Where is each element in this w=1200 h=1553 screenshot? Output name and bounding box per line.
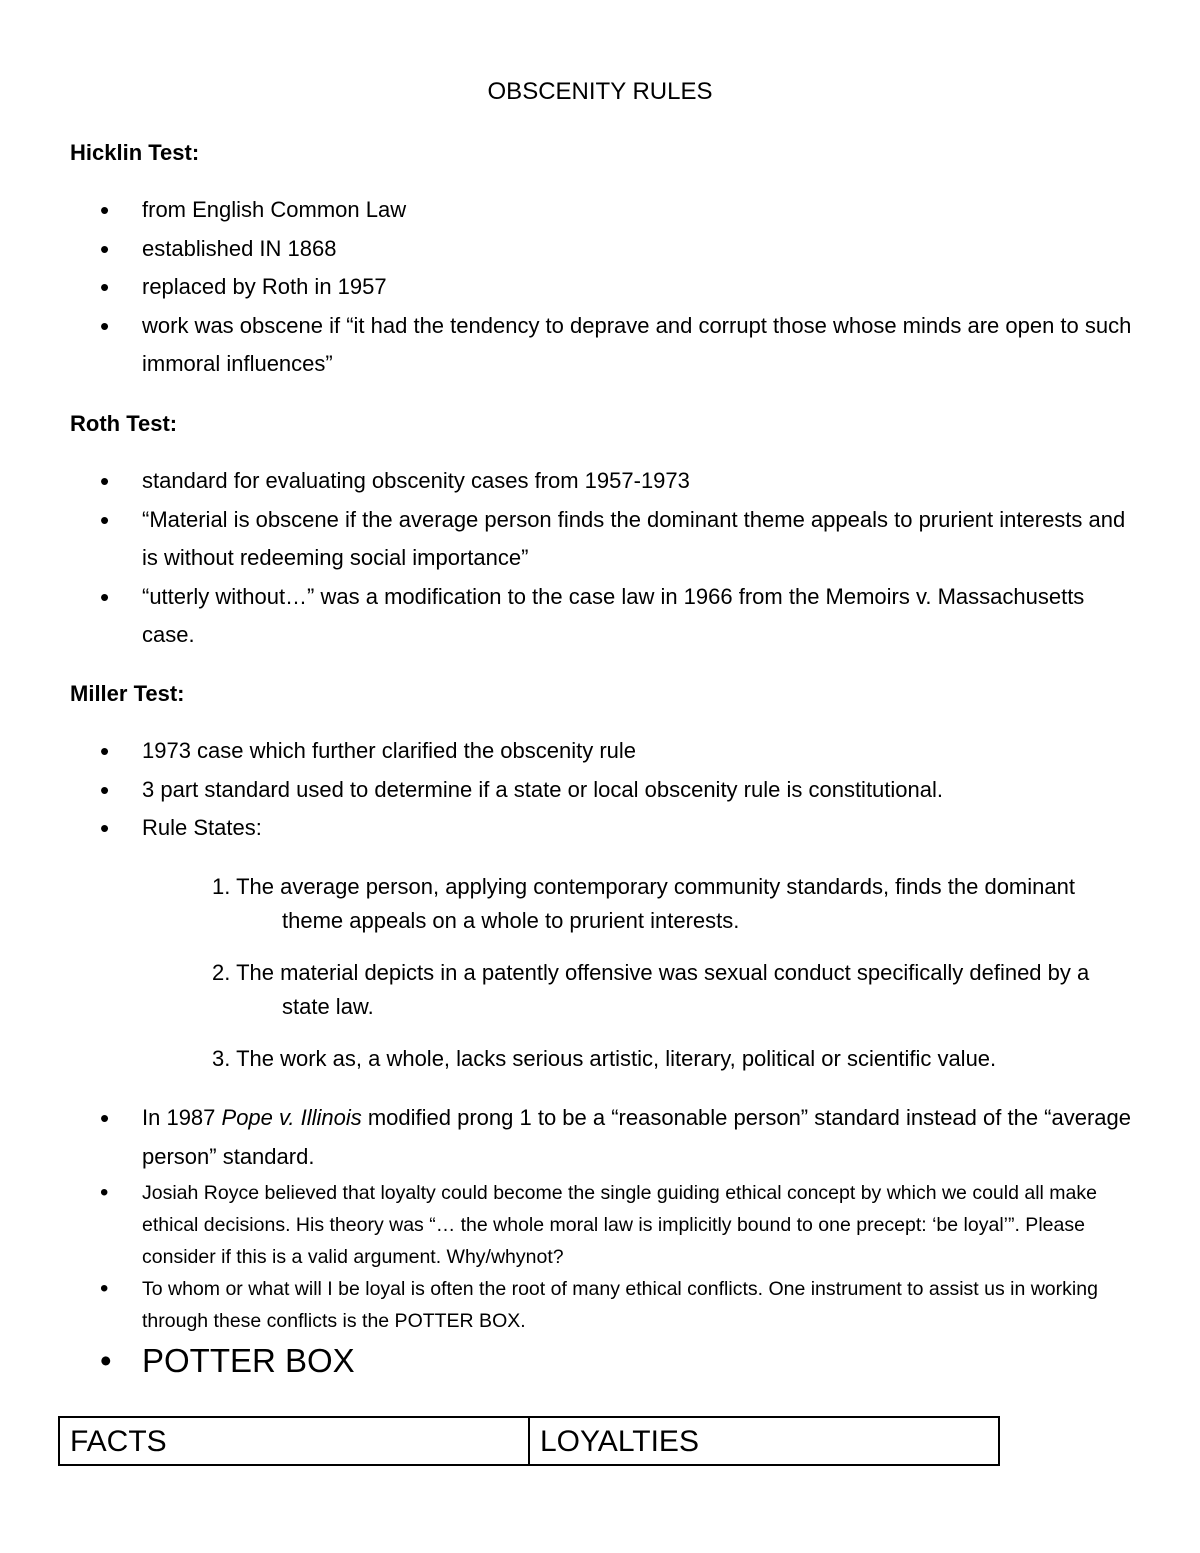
hicklin-heading: Hicklin Test: xyxy=(70,140,200,165)
hicklin-list xyxy=(100,191,1140,384)
list-item: • work was obscene if “it had the tendency to deprave and corrupt those whose minds are open to such immoral influences” xyxy=(100,307,1140,384)
list-item xyxy=(100,1099,1140,1176)
document-title: OBSCENITY RULES xyxy=(487,78,713,105)
miller-list xyxy=(100,732,1140,848)
potter-box-label: • POTTER BOX xyxy=(100,1342,355,1380)
pope-suffix: modified prong 1 to be a “reasonable person” standard instead of the “average person” standard. xyxy=(142,1105,1132,1169)
pope-case-name: Pope v. Illinois xyxy=(221,1105,362,1130)
potter-box-table xyxy=(58,1416,1000,1466)
list-item: • replaced by Roth in 1957 xyxy=(100,268,1140,307)
list-item: • Josiah Royce believed that loyalty could become the single guiding ethical concept by which we could all make ethical decisions. His theory was “… the whole moral law is implicitly bound to one precept: ‘be loyal’”. Please consider if this is a valid argument. Why/whynot? xyxy=(100,1177,1140,1273)
rule-item: 3. The work as, a whole, lacks serious artistic, literary, political or scientific value. xyxy=(212,1046,997,1071)
list-item: • Rule States: xyxy=(100,809,1140,848)
list-item: • 3 part standard used to determine if a state or local obscenity rule is constitutional. xyxy=(100,771,1140,810)
list-item: • standard for evaluating obscenity cases from 1957-1973 xyxy=(100,462,1140,501)
miller-heading: Miller Test: xyxy=(70,681,185,706)
potter-box-facts-cell: FACTS xyxy=(59,1417,529,1465)
roth-list xyxy=(100,462,1140,655)
list-item: • 1973 case which further clarified the obscenity rule xyxy=(100,732,1140,771)
potter-box-loyalties-cell: LOYALTIES xyxy=(529,1417,999,1465)
list-item: • “Material is obscene if the average person finds the dominant theme appeals to prurient interests and is without redeeming social importance” xyxy=(100,501,1140,578)
pope-prefix: In 1987 xyxy=(142,1105,222,1130)
list-item: • To whom or what will I be loyal is often the root of many ethical conflicts. One instrument to assist us in working through these conflicts is the POTTER BOX. xyxy=(100,1273,1140,1337)
rule-item: 2. The material depicts in a patently offensive was sexual conduct specifically defined by a state law. xyxy=(212,960,1090,1019)
roth-heading: Roth Test: xyxy=(70,411,178,436)
list-item: • from English Common Law xyxy=(100,191,1140,230)
loyalty-list xyxy=(100,1177,1140,1337)
rule-item: 1. The average person, applying contemporary community standards, finds the dominant theme appeals on a whole to prurient interests. xyxy=(212,874,1075,933)
pope-list xyxy=(100,1099,1140,1176)
table-row xyxy=(59,1417,999,1465)
list-item: • established IN 1868 xyxy=(100,230,1140,269)
list-item: • “utterly without…” was a modification to the case law in 1966 from the Memoirs v. Massachusetts case. xyxy=(100,578,1140,655)
rule-states-list xyxy=(212,870,1132,1094)
